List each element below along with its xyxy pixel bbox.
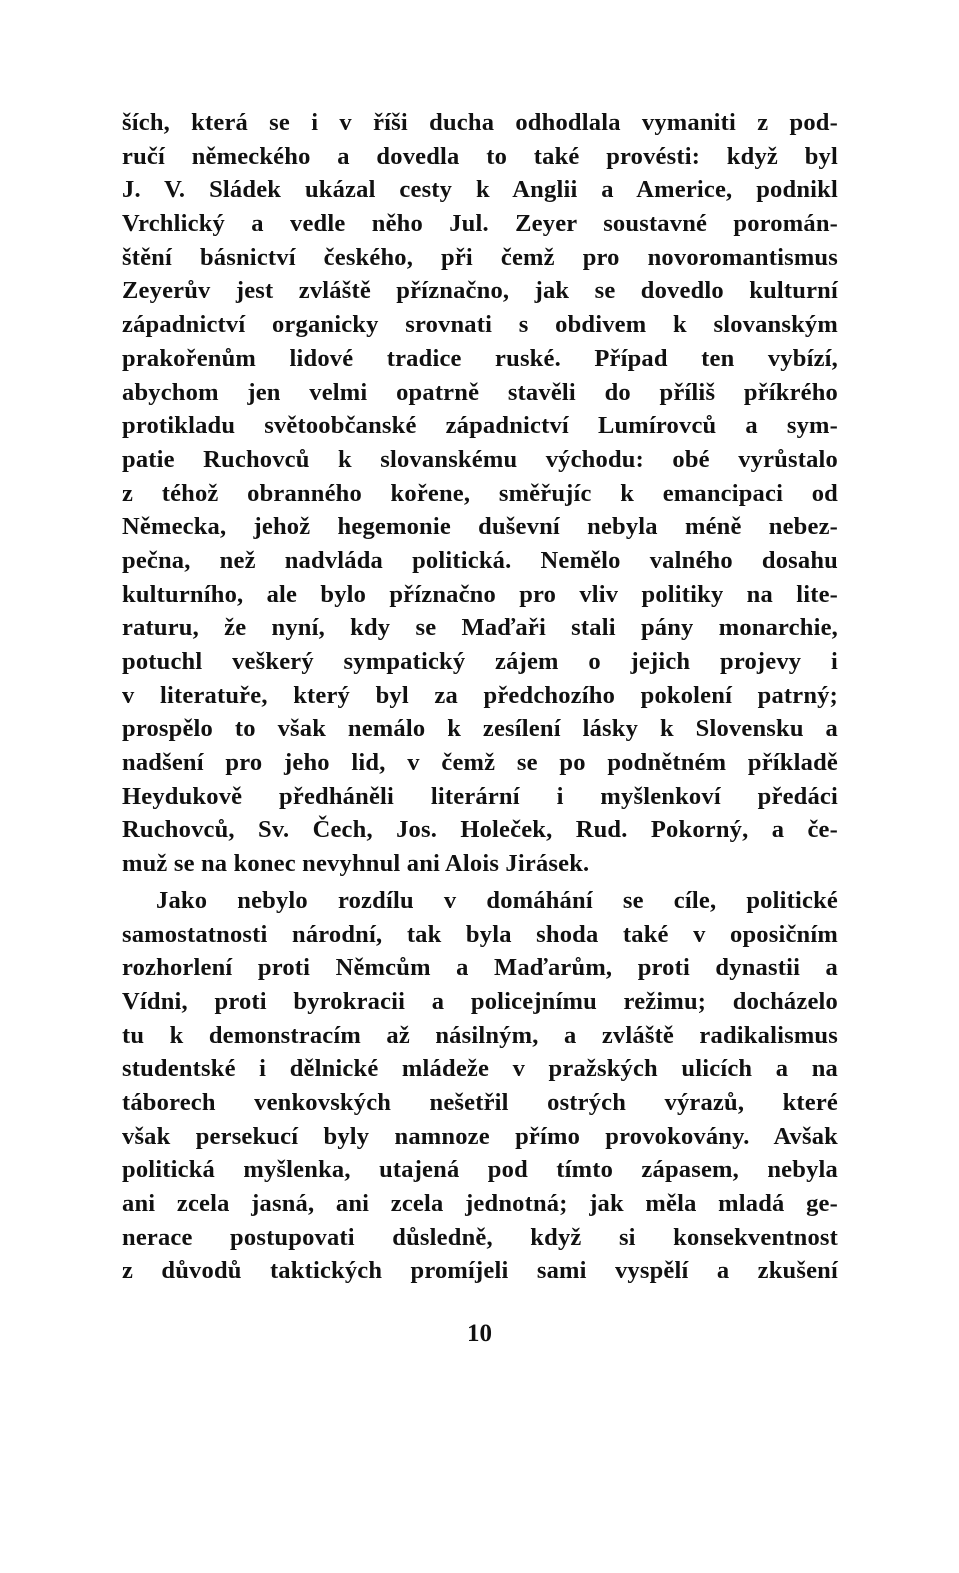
paragraph-1 — [122, 106, 838, 881]
text-line: muž se na konec nevyhnul ani Alois Jirásek. — [122, 850, 590, 878]
text-line: Heydukově předháněli literární i myšlenkoví předáci — [122, 782, 838, 810]
text-line: ších, která se i v říši ducha odhodlala vymaniti z pod- — [122, 109, 838, 136]
text-line: ani zcela jasná, ani zcela jednotná; jak měla mladá ge- — [122, 1190, 838, 1217]
text-line: studentské i dělnické mládeže v pražských ulicích a na — [122, 1055, 838, 1083]
body-text — [122, 106, 838, 1288]
text-line: kulturního, ale bylo příznačno pro vliv politiky na lite- — [122, 580, 838, 608]
page-number: 10 — [467, 1320, 492, 1347]
text-line: abychom jen velmi opatrně stavěli do příliš příkrého — [122, 378, 838, 406]
text-line: nerace postupovati důsledně, když si konsekventnost — [122, 1223, 838, 1251]
text-line: protikladu světoobčanské západnictví Lumírovců a sym- — [122, 412, 838, 440]
text-line: Vrchlický a vedle něho Jul. Zeyer soustavné poromán- — [122, 210, 838, 238]
paragraph-2 — [122, 884, 838, 1288]
text-line: tu k demonstracím až násilným, a zvláště radikalismus — [122, 1021, 838, 1049]
text-line: pečna, než nadvláda politická. Nemělo valného dosahu — [122, 546, 838, 574]
text-line: nadšení pro jeho lid, v čemž se po podnětném příkladě — [122, 749, 838, 777]
text-line: štění básnictví českého, při čemž pro novoromantismus — [122, 243, 838, 271]
text-line: potuchl veškerý sympatický zájem o jejich projevy i — [122, 648, 838, 675]
text-line: Zeyerův jest zvláště příznačno, jak se dovedlo kulturní — [122, 277, 838, 305]
text-line: Ruchovců, Sv. Čech, Jos. Holeček, Rud. Pokorný, a če- — [122, 816, 838, 844]
text-line: Jako nebylo rozdílu v domáhání se cíle, politické — [156, 886, 838, 914]
text-line: prakořenům lidové tradice ruské. Případ ten vybízí, — [122, 344, 838, 372]
text-line: v literatuře, který byl za předchozího pokolení patrný; — [122, 681, 838, 709]
text-line: z téhož obranného kořene, směřujíc k emancipaci od — [122, 479, 838, 507]
text-line: z důvodů taktických promíjeli sami vyspělí a zkušení — [122, 1257, 838, 1285]
text-line: západnictví organicky srovnati s obdivem k slovanským — [122, 311, 838, 339]
text-line: rozhorlení proti Němcům a Maďarům, proti dynastii a — [122, 954, 838, 982]
text-line: raturu, že nyní, kdy se Maďaři stali pány monarchie, — [122, 614, 838, 642]
text-line: J. V. Sládek ukázal cesty k Anglii a Americe, podnikl — [122, 176, 838, 204]
text-line: ručí německého a dovedla to také provésti: když byl — [122, 142, 838, 170]
text-line: samostatnosti národní, tak byla shoda také v oposičním — [122, 920, 838, 948]
text-line: politická myšlenka, utajená pod tímto zápasem, nebyla — [122, 1156, 838, 1184]
text-line: patie Ruchovců k slovanskému východu: obé vyrůstalo — [122, 445, 838, 473]
text-line: Německa, jehož hegemonie duševní nebyla méně nebez- — [122, 513, 838, 541]
text-line: Vídni, proti byrokracii a policejnímu režimu; docházelo — [122, 987, 838, 1015]
text-line: táborech venkovských nešetřil ostrých výrazů, které — [122, 1088, 838, 1116]
text-line: však persekucí byly namnoze přímo provokovány. Avšak — [122, 1122, 838, 1150]
text-line: prospělo to však nemálo k zesílení lásky k Slovensku a — [122, 715, 838, 743]
